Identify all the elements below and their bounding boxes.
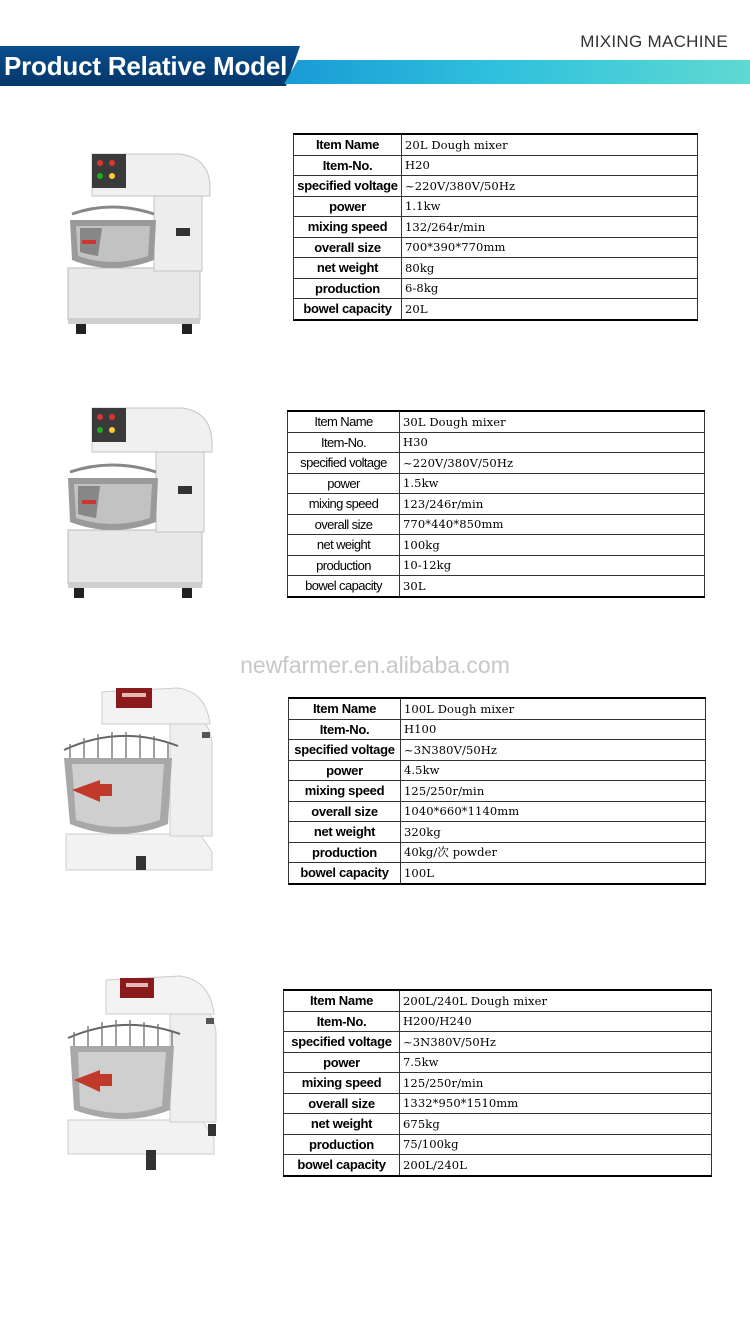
spec-label: production — [288, 555, 400, 576]
spec-table — [288, 697, 706, 885]
table-row — [284, 1032, 712, 1053]
spec-value: 30L — [400, 576, 705, 597]
spec-value: H200/H240 — [400, 1011, 712, 1032]
spec-label: net weight — [289, 822, 401, 843]
spec-label: power — [284, 1052, 400, 1073]
spec-label: mixing speed — [294, 217, 402, 238]
spec-value: 132/264r/min — [402, 217, 698, 238]
spec-label: mixing speed — [288, 494, 400, 515]
table-row — [284, 1052, 712, 1073]
table-row — [294, 176, 698, 197]
spec-value: 30L Dough mixer — [400, 411, 705, 432]
spec-label: mixing speed — [284, 1073, 400, 1094]
spec-label: bowel capacity — [288, 576, 400, 597]
spec-value: ~3N380V/50Hz — [400, 1032, 712, 1053]
spec-table — [283, 989, 712, 1177]
table-row — [289, 822, 706, 843]
dough-mixer-image — [62, 148, 222, 338]
table-row — [288, 453, 705, 474]
spec-label: specified voltage — [284, 1032, 400, 1053]
table-row — [294, 278, 698, 299]
spec-value: 20L Dough mixer — [402, 134, 698, 155]
spec-value: 75/100kg — [400, 1134, 712, 1155]
table-row — [288, 473, 705, 494]
table-row — [288, 535, 705, 556]
table-row — [294, 237, 698, 258]
spec-value: 770*440*850mm — [400, 514, 705, 535]
spec-label: power — [294, 196, 402, 217]
spec-value: ~3N380V/50Hz — [401, 740, 706, 761]
spec-value: 80kg — [402, 258, 698, 279]
spec-value: ~220V/380V/50Hz — [400, 453, 705, 474]
spec-label: specified voltage — [289, 740, 401, 761]
spec-label: power — [289, 760, 401, 781]
table-row — [284, 1073, 712, 1094]
table-row — [294, 217, 698, 238]
spec-label: power — [288, 473, 400, 494]
spec-label: overall size — [289, 801, 401, 822]
table-row — [284, 990, 712, 1011]
spec-value: 4.5kw — [401, 760, 706, 781]
spec-label: net weight — [284, 1114, 400, 1135]
spec-value: 200L/240L Dough mixer — [400, 990, 712, 1011]
spec-label: mixing speed — [289, 781, 401, 802]
table-row — [288, 576, 705, 597]
spec-label: bowel capacity — [284, 1155, 400, 1176]
dough-mixer-image — [60, 684, 220, 886]
spec-value: 125/250r/min — [400, 1073, 712, 1094]
spec-value: 7.5kw — [400, 1052, 712, 1073]
spec-value: 200L/240L — [400, 1155, 712, 1176]
section-title: Product Relative Model — [4, 51, 288, 81]
spec-label: Item Name — [288, 411, 400, 432]
table-row — [289, 781, 706, 802]
table-row — [284, 1134, 712, 1155]
spec-value: 123/246r/min — [400, 494, 705, 515]
spec-label: Item Name — [284, 990, 400, 1011]
table-row — [294, 258, 698, 279]
spec-table — [287, 410, 705, 598]
spec-label: bowel capacity — [294, 299, 402, 320]
spec-label: overall size — [294, 237, 402, 258]
spec-label: production — [289, 842, 401, 863]
table-row — [284, 1093, 712, 1114]
table-row — [284, 1155, 712, 1176]
spec-value: 700*390*770mm — [402, 237, 698, 258]
spec-value: 1.5kw — [400, 473, 705, 494]
table-row — [289, 801, 706, 822]
table-row — [294, 196, 698, 217]
spec-label: Item-No. — [288, 432, 400, 453]
table-row — [288, 514, 705, 535]
spec-label: Item-No. — [284, 1011, 400, 1032]
table-row — [288, 432, 705, 453]
spec-label: Item-No. — [294, 155, 402, 176]
spec-label: overall size — [288, 514, 400, 535]
table-row — [294, 299, 698, 320]
spec-label: bowel capacity — [289, 863, 401, 884]
dough-mixer-image — [66, 974, 226, 1174]
spec-label: Item-No. — [289, 719, 401, 740]
spec-value: 675kg — [400, 1114, 712, 1135]
spec-value: 100kg — [400, 535, 705, 556]
spec-value: 1.1kw — [402, 196, 698, 217]
table-row — [284, 1011, 712, 1032]
spec-label: Item Name — [289, 698, 401, 719]
spec-value: 40kg/次 powder — [401, 842, 706, 863]
table-row — [288, 555, 705, 576]
table-row — [289, 842, 706, 863]
spec-value: 125/250r/min — [401, 781, 706, 802]
document-title: MIXING MACHINE — [580, 32, 728, 51]
spec-value: 20L — [402, 299, 698, 320]
table-row — [294, 155, 698, 176]
spec-label: net weight — [294, 258, 402, 279]
spec-value: H30 — [400, 432, 705, 453]
spec-label: net weight — [288, 535, 400, 556]
table-row — [284, 1114, 712, 1135]
spec-value: 6-8kg — [402, 278, 698, 299]
dough-mixer-image — [62, 402, 222, 602]
spec-label: production — [284, 1134, 400, 1155]
table-row — [289, 863, 706, 884]
table-row — [289, 740, 706, 761]
table-row — [289, 760, 706, 781]
table-row — [294, 134, 698, 155]
table-row — [288, 411, 705, 432]
spec-value: 100L — [401, 863, 706, 884]
spec-value: H100 — [401, 719, 706, 740]
table-row — [289, 698, 706, 719]
spec-label: specified voltage — [288, 453, 400, 474]
spec-value: 320kg — [401, 822, 706, 843]
spec-value: 100L Dough mixer — [401, 698, 706, 719]
spec-value: 1332*950*1510mm — [400, 1093, 712, 1114]
table-row — [289, 719, 706, 740]
spec-value: H20 — [402, 155, 698, 176]
spec-label: production — [294, 278, 402, 299]
spec-label: overall size — [284, 1093, 400, 1114]
section-banner — [0, 46, 750, 86]
banner-gradient-stripe — [284, 60, 750, 84]
table-row — [288, 494, 705, 515]
spec-value: ~220V/380V/50Hz — [402, 176, 698, 197]
watermark: newfarmer.en.alibaba.com — [240, 652, 510, 678]
spec-label: Item Name — [294, 134, 402, 155]
spec-label: specified voltage — [294, 176, 402, 197]
spec-table — [293, 133, 698, 321]
spec-value: 10-12kg — [400, 555, 705, 576]
spec-value: 1040*660*1140mm — [401, 801, 706, 822]
